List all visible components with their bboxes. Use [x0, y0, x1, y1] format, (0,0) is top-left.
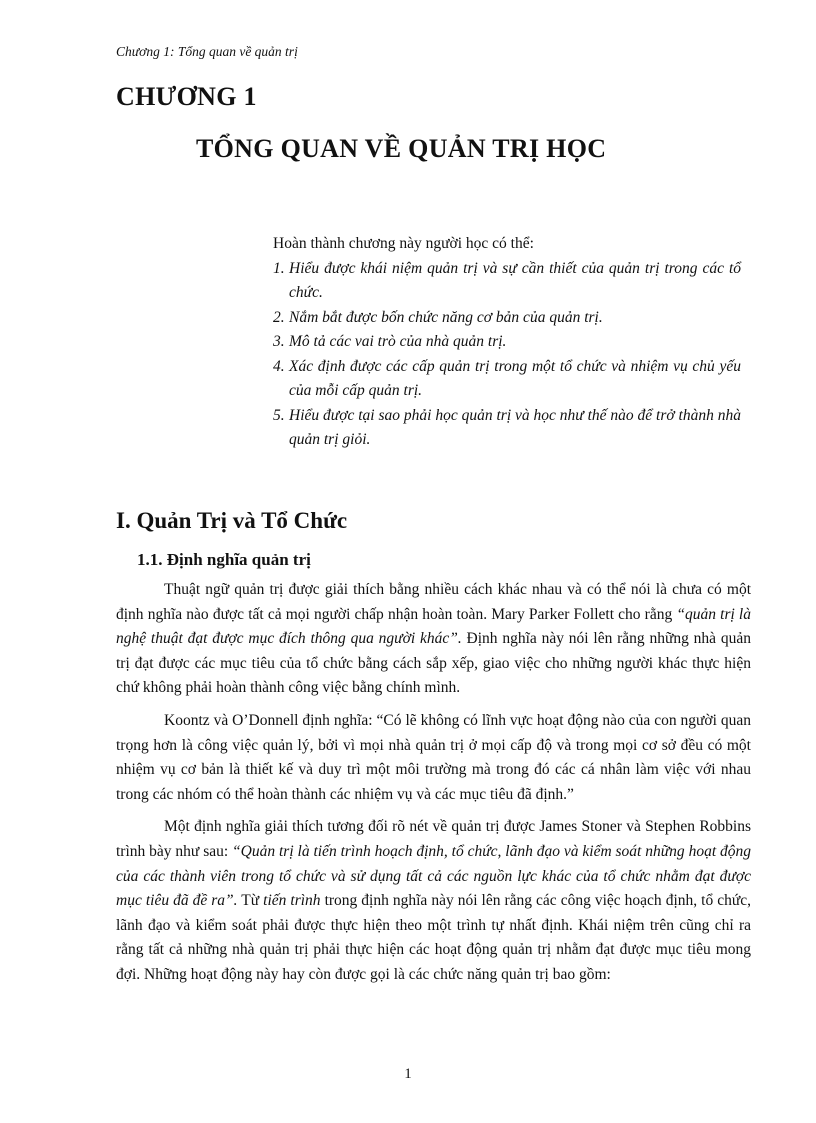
paragraph	[116, 815, 751, 987]
running-header: Chương 1: Tổng quan về quản trị	[116, 44, 298, 59]
chapter-title: TỔNG QUAN VỀ QUẢN TRỊ HỌC	[196, 134, 607, 163]
paragraph-text: trong định nghĩa này nói lên rằng các công việc hoạch định, tổ chức, lãnh đạo và kiểm soát phải được thực hiện theo một trình tự nhất định. Khái niệm trên cũng chỉ ra rằng tất cả những nhà quản trị phải thực hiện các hoạt động quản trị nhằm đạt được mục tiêu mong đợi. Những hoạt động này hay còn được gọi là các chức năng quản trị bao gồm:	[116, 892, 751, 983]
objective-number: 2.	[273, 308, 285, 326]
paragraph: Koontz và O’Donnell định nghĩa: “Có lẽ không có lĩnh vực hoạt động nào của con người quan trọng hơn là công việc quản lý, bởi vì mọi nhà quản trị ở mọi cấp độ và trong mọi cơ sở đều có một nhiệm vụ cơ bản là thiết kế và duy trì một môi trường mà trong đó các cá nhân làm việc với nhau trong các nhóm có thể hoàn thành các nhiệm vụ và các mục tiêu đã định.”	[116, 711, 751, 803]
subsection-heading: 1.1. Định nghĩa quản trị	[137, 550, 311, 569]
quote: “quản trị là nghệ thuật đạt được mục đích thông qua người khác”.	[116, 605, 751, 648]
objective-number: 4.	[273, 357, 285, 375]
objective-number: 5.	[273, 406, 285, 424]
objective-text: Hiểu được khái niệm quản trị và sự cần thiết của quản trị trong các tổ chức.	[289, 259, 741, 301]
objective-number: 1.	[273, 259, 285, 277]
quote: “Quản trị là tiến trình hoạch định, tổ chức, lãnh đạo và kiểm soát những hoạt động của các thành viên trong tổ chức và sử dụng tất cả các nguồn lực khác của tổ chức nhằm đạt được mục tiêu đã đề ra”.	[116, 842, 751, 910]
objective-text: Xác định được các cấp quản trị trong một tổ chức và nhiệm vụ chủ yếu của mỗi cấp quản trị.	[289, 357, 741, 399]
objective-item	[273, 330, 741, 355]
body-text	[116, 578, 751, 996]
objective-text: Mô tả các vai trò của nhà quản trị.	[289, 333, 507, 350]
objective-text: Nắm bắt được bốn chức năng cơ bản của quản trị.	[289, 308, 603, 326]
chapter-label: CHƯƠNG 1	[116, 82, 257, 111]
objective-number: 3.	[273, 333, 285, 350]
objective-text: Hiểu được tại sao phải học quản trị và học như thế nào để trở thành nhà quản trị giỏi.	[289, 406, 741, 448]
objective-item	[273, 306, 741, 331]
paragraph-text: Một định nghĩa giải thích tương đối rõ nét về quản trị được James Stoner và Stephen Robbins trình bày như sau:	[116, 818, 751, 860]
paragraph-text: Định nghĩa này nói lên rằng những nhà quản trị đạt được các mục tiêu của tổ chức bằng cách sắp xếp, giao việc cho những người khác thực hiện chứ không phải hoàn thành công việc bằng chính mình.	[116, 630, 751, 697]
page-number: 1	[404, 1066, 412, 1082]
learning-objectives	[273, 232, 741, 453]
paragraph	[116, 578, 751, 701]
objectives-list	[273, 257, 741, 453]
objective-item	[273, 355, 741, 404]
paragraph-text: Từ	[237, 892, 264, 910]
objective-item	[273, 404, 741, 453]
objectives-intro: Hoàn thành chương này người học có thể:	[273, 235, 534, 252]
paragraph-text: Thuật ngữ quản trị được giải thích bằng nhiều cách khác nhau và có thể nói là chưa có một định nghĩa nào được tất cả mọi người chấp nhận hoàn toàn. Mary Parker Follett cho rằng	[116, 581, 751, 623]
objective-item	[273, 257, 741, 306]
term: tiến trình	[263, 892, 321, 910]
section-heading: I. Quản Trị và Tổ Chức	[116, 508, 348, 533]
